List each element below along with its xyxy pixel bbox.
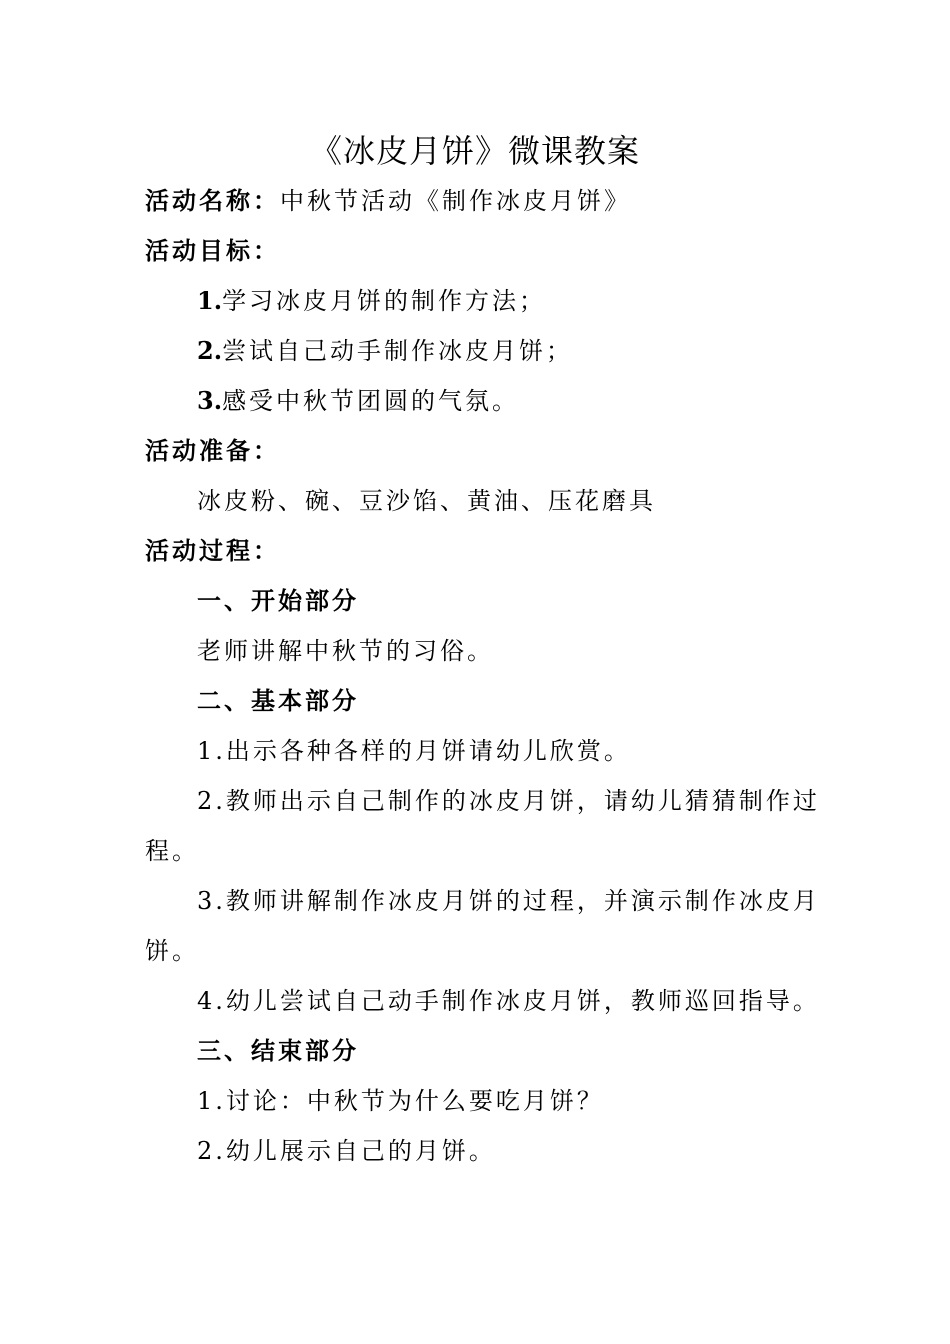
activity-name-label: 活动名称： <box>145 186 280 215</box>
part2-item: 1.出示各种各样的月饼请幼儿欣赏。 <box>197 737 631 765</box>
goal-text: 学习冰皮月饼的制作方法； <box>222 287 547 315</box>
part3-item: 2.幼儿展示自己的月饼。 <box>197 1137 496 1165</box>
part2-item: 4.幼儿尝试自己动手制作冰皮月饼，教师巡回指导。 <box>197 987 820 1015</box>
goal-number: 3. <box>197 386 223 415</box>
goal-text: 感受中秋节团圆的气氛。 <box>222 387 520 415</box>
goal-number: 1. <box>197 286 223 315</box>
goal-item <box>197 286 546 316</box>
part2-item: 3.教师讲解制作冰皮月饼的过程，并演示制作冰皮月 <box>197 887 820 915</box>
goal-item <box>197 386 519 416</box>
goal-text: 尝试自己动手制作冰皮月饼； <box>222 337 574 365</box>
part2-item-continuation: 饼。 <box>145 937 199 965</box>
activity-name-value: 中秋节活动《制作冰皮月饼》 <box>280 187 631 215</box>
part2-heading: 二、基本部分 <box>197 686 359 715</box>
goal-number: 2. <box>197 336 223 365</box>
part3-item: 1.讨论：中秋节为什么要吃月饼？ <box>197 1087 604 1115</box>
part2-item: 2.教师出示自己制作的冰皮月饼，请幼儿猜猜制作过 <box>197 787 820 815</box>
part1-text: 老师讲解中秋节的习俗。 <box>197 637 494 665</box>
part2-item-continuation: 程。 <box>145 837 199 865</box>
part1-heading: 一、开始部分 <box>197 586 359 615</box>
document-title: 《冰皮月饼》微课教案 <box>309 132 640 170</box>
process-heading: 活动过程： <box>145 536 280 565</box>
prep-text: 冰皮粉、碗、豆沙馅、黄油、压花磨具 <box>197 487 656 515</box>
prep-heading: 活动准备： <box>145 436 280 465</box>
goal-item <box>197 336 573 366</box>
activity-name-row <box>145 186 631 216</box>
part3-heading: 三、结束部分 <box>197 1036 359 1065</box>
goals-heading: 活动目标： <box>145 236 280 265</box>
